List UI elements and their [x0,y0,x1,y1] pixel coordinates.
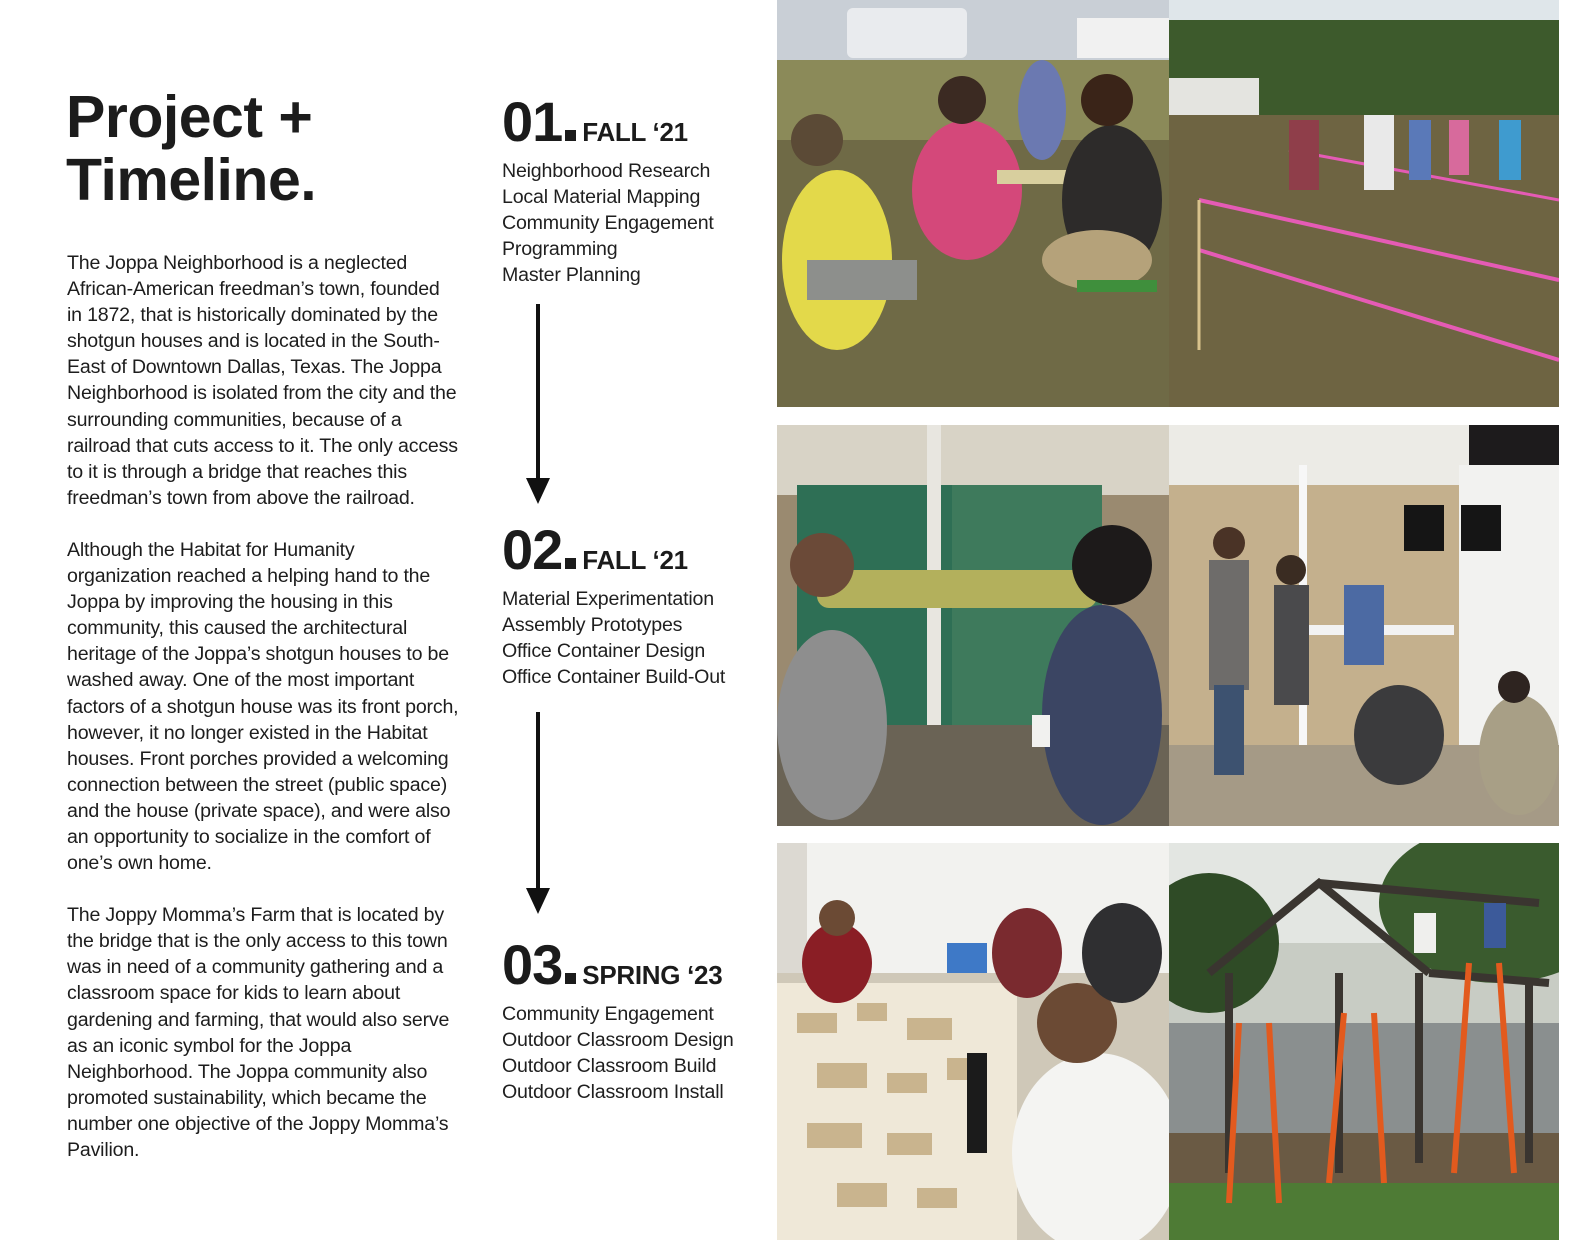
task-item: Local Material Mapping [502,186,701,208]
title-line-2: Timeline. [66,147,317,213]
task-item: Outdoor Classroom Design [502,1029,734,1051]
phase-02-term: FALL ‘21 [582,545,688,575]
task-item: Outdoor Classroom Install [502,1081,724,1103]
arrow-down-icon [522,304,554,504]
photo-community-meeting [777,0,1169,407]
phase-03-heading [502,933,734,996]
phase-02-dot [565,558,576,569]
paragraph-habitat: Although the Habitat for Humanity organization reached a helping hand to the Joppa by improving the housing in this community, this caused the architectural heritage of the Joppa’s shotgun houses to be washed away. One of the most important factors of a shotgun house was its front porch, however, it no longer existed in the Habitat houses. Front porches provided a welcoming connection between the street (public space) and the house (private space), and were also an opportunity to socialize in the comfort of one’s own home. [67,538,459,875]
project-description [67,250,459,1189]
photo-site-layout [1169,0,1559,407]
photo-pavilion-install [1169,843,1559,1240]
phase-02 [502,518,726,690]
task-item: Community Engagement [502,1003,714,1025]
title-line-1: Project + [66,84,313,150]
task-item: Office Container Build-Out [502,666,726,688]
phase-01-tasks [502,158,714,288]
task-item: Office Container Design [502,640,706,662]
task-item: Material Experimentation [502,588,714,610]
photo-material-prototype [777,425,1169,826]
phase-03-dot [565,973,576,984]
photo-container-buildout [1169,425,1559,826]
task-item: Outdoor Classroom Build [502,1055,717,1077]
phase-02-number: 02 [502,518,563,581]
paragraph-neighborhood: The Joppa Neighborhood is a neglected African-American freedman’s town, founded in 1872, that is historically dominated by the shotgun houses and is located in the South-East of Downtown Dallas, Texas. The Joppa Neighborhood is isolated from the city and the surrounding communities, because of a railroad that cuts access to it. The only access to it is through a bridge that reaches this freedman’s town from above the railroad. [67,252,458,509]
arrow-down-icon [522,712,554,914]
task-item: Master Planning [502,264,641,286]
phase-01-heading [502,90,714,153]
phase-01-dot [565,130,576,141]
phase-03-number: 03 [502,933,563,996]
phase-01-term: FALL ‘21 [582,117,688,147]
task-item: Programming [502,238,618,260]
phase-02-tasks [502,586,725,690]
page-title [66,86,316,212]
phase-01-number: 01 [502,90,563,153]
task-item: Assembly Prototypes [502,614,683,636]
phase-03-tasks [502,1001,734,1105]
photo-design-charrette [777,843,1169,1240]
paragraph-farm: The Joppy Momma’s Farm that is located by the bridge that is the only access to this town was in need of a community gathering and a classroom space for kids to learn about gardening and farming, that would also serve as an iconic symbol for the Joppa Neighborhood. The Joppa community also promoted sustainability, which became the number one objective of the Joppy Momma’s Pavilion. [67,904,450,1161]
phase-02-heading [502,518,725,581]
phase-03 [502,933,734,1105]
phase-03-term: SPRING ‘23 [582,960,723,990]
phase-01 [502,90,714,288]
task-item: Neighborhood Research [502,160,711,182]
task-item: Community Engagement [502,212,714,234]
